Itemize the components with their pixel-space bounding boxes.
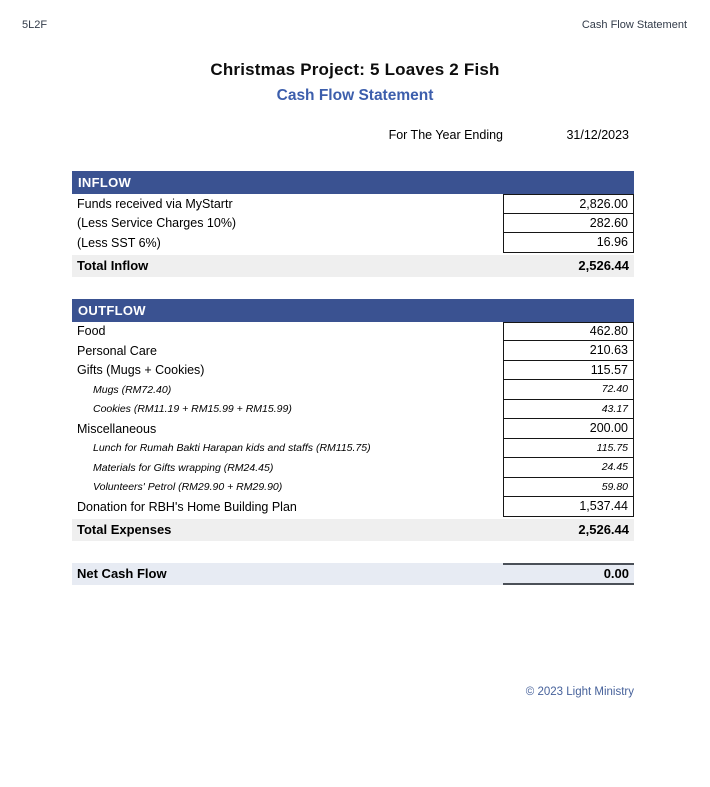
outflow-rows [72, 322, 634, 517]
row-label: Miscellaneous [77, 421, 157, 436]
subrow-value: 43.17 [503, 400, 634, 420]
subrow-label: Volunteers' Petrol (RM29.90 + RM29.90) [93, 481, 283, 494]
table-subrow [72, 458, 634, 478]
table-row [72, 361, 634, 381]
total-value: 2,526.44 [578, 522, 629, 537]
inflow-section [72, 171, 634, 277]
row-value: 115.57 [503, 361, 634, 381]
subrow-value: 24.45 [503, 458, 634, 478]
row-value: 200.00 [503, 419, 634, 439]
total-inflow-row [72, 255, 634, 277]
net-cash-flow-label: Net Cash Flow [77, 566, 167, 581]
copyright-footer: © 2023 Light Ministry [525, 686, 634, 698]
net-cash-flow-row [72, 563, 634, 585]
subrow-value: 59.80 [503, 478, 634, 498]
subrow-value: 72.40 [503, 380, 634, 400]
subrow-value: 115.75 [503, 439, 634, 459]
table-row [72, 341, 634, 361]
outflow-section-header: OUTFLOW [72, 299, 634, 322]
subrow-label: Materials for Gifts wrapping (RM24.45) [93, 461, 274, 474]
row-label: (Less SST 6%) [77, 235, 161, 250]
total-expenses-row [72, 519, 634, 541]
inflow-rows [72, 194, 634, 253]
row-label: Food [77, 324, 106, 339]
table-subrow [72, 478, 634, 498]
outflow-section [72, 299, 634, 541]
page-subtitle: Cash Flow Statement [276, 87, 434, 104]
row-value: 16.96 [503, 233, 634, 253]
row-label: (Less Service Charges 10%) [77, 216, 237, 231]
total-label: Total Inflow [77, 258, 149, 273]
page-title: Christmas Project: 5 Loaves 2 Fish [210, 60, 500, 79]
period-date: 31/12/2023 [566, 128, 629, 142]
row-value: 282.60 [503, 214, 634, 234]
document-header-title: Cash Flow Statement [581, 19, 687, 31]
total-value: 2,526.44 [578, 258, 629, 273]
table-subrow [72, 380, 634, 400]
period-label: For The Year Ending [388, 128, 503, 142]
row-value: 2,826.00 [503, 194, 634, 214]
table-row [72, 419, 634, 439]
document-header [0, 0, 710, 31]
subrow-label: Lunch for Rumah Bakti Harapan kids and staffs (RM115.75) [93, 442, 371, 455]
subrow-label: Cookies (RM11.19 + RM15.99 + RM15.99) [93, 403, 292, 416]
row-value: 1,537.44 [503, 497, 634, 517]
total-label: Total Expenses [77, 522, 172, 537]
table-subrow [72, 439, 634, 459]
table-row [72, 194, 634, 214]
cash-flow-statement [72, 171, 634, 541]
row-value: 462.80 [503, 322, 634, 342]
table-subrow [72, 400, 634, 420]
table-row [72, 214, 634, 234]
subrow-label: Mugs (RM72.40) [93, 383, 172, 396]
row-label: Donation for RBH's Home Building Plan [77, 499, 297, 514]
net-cash-flow-value: 0.00 [503, 563, 634, 585]
table-row [72, 233, 634, 253]
period-row [72, 128, 634, 142]
table-row [72, 497, 634, 517]
row-label: Funds received via MyStartr [77, 196, 233, 211]
inflow-section-header: INFLOW [72, 171, 634, 194]
row-label: Personal Care [77, 343, 157, 358]
row-value: 210.63 [503, 341, 634, 361]
row-label: Gifts (Mugs + Cookies) [77, 363, 205, 378]
table-row [72, 322, 634, 342]
document-code: 5L2F [22, 19, 48, 31]
